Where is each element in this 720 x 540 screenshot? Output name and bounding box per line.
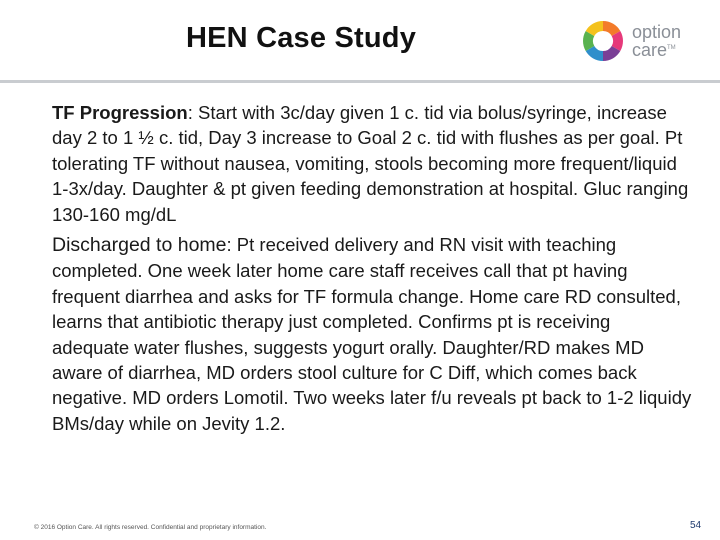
header-divider (0, 80, 720, 83)
slide-title: HEN Case Study (186, 22, 417, 54)
option-care-logo (580, 18, 700, 66)
option-care-logo-icon (580, 18, 626, 64)
paragraph-text: : Pt received delivery and RN visit with teaching completed. One week later home care staff receives call that pt having frequent diarrhea and asks for TF formula change. Home care RD consulted, learns that antibiotic therapy just completed. Confirms pt is receiving adequate water flushes, suggests yogurt orally. Daughter/RD makes MD aware of diarrhea, MD orders stool culture for C Diff, which comes back negative. MD orders Lomotil. Two weeks later f/u reveals pt back to 1-2 liquidy BMs/day while on Jevity 1.2. (52, 234, 692, 434)
paragraph-lead: TF Progression (52, 102, 188, 123)
paragraph-text: : Start with 3c/day given 1 c. tid via bolus/syringe, increase day 2 to 1 ½ c. tid, Day 3 increase to Goal 2 c. tid with flushes as per goal. Pt tolerating TF without nausea, vomiting, stools becoming more frequent/liquid 1-3x/day. Daughter & pt given feeding demonstration at hospital. Gluc ranging 130-160 mg/dL (52, 102, 689, 225)
page-number: 54 (690, 520, 702, 531)
paragraph-discharged-to-home (52, 232, 692, 436)
slide-body (52, 100, 692, 441)
paragraph-lead: Discharged to home (52, 234, 227, 257)
paragraph-tf-progression (52, 100, 692, 227)
logo-line-2: care™ (632, 40, 676, 60)
logo-line-1: option (632, 22, 682, 42)
logo-trademark: TM (667, 45, 676, 51)
footer-copyright: © 2016 Option Care. All rights reserved. Confidential and proprietary information. (34, 524, 267, 531)
option-care-logo-text (632, 24, 681, 58)
